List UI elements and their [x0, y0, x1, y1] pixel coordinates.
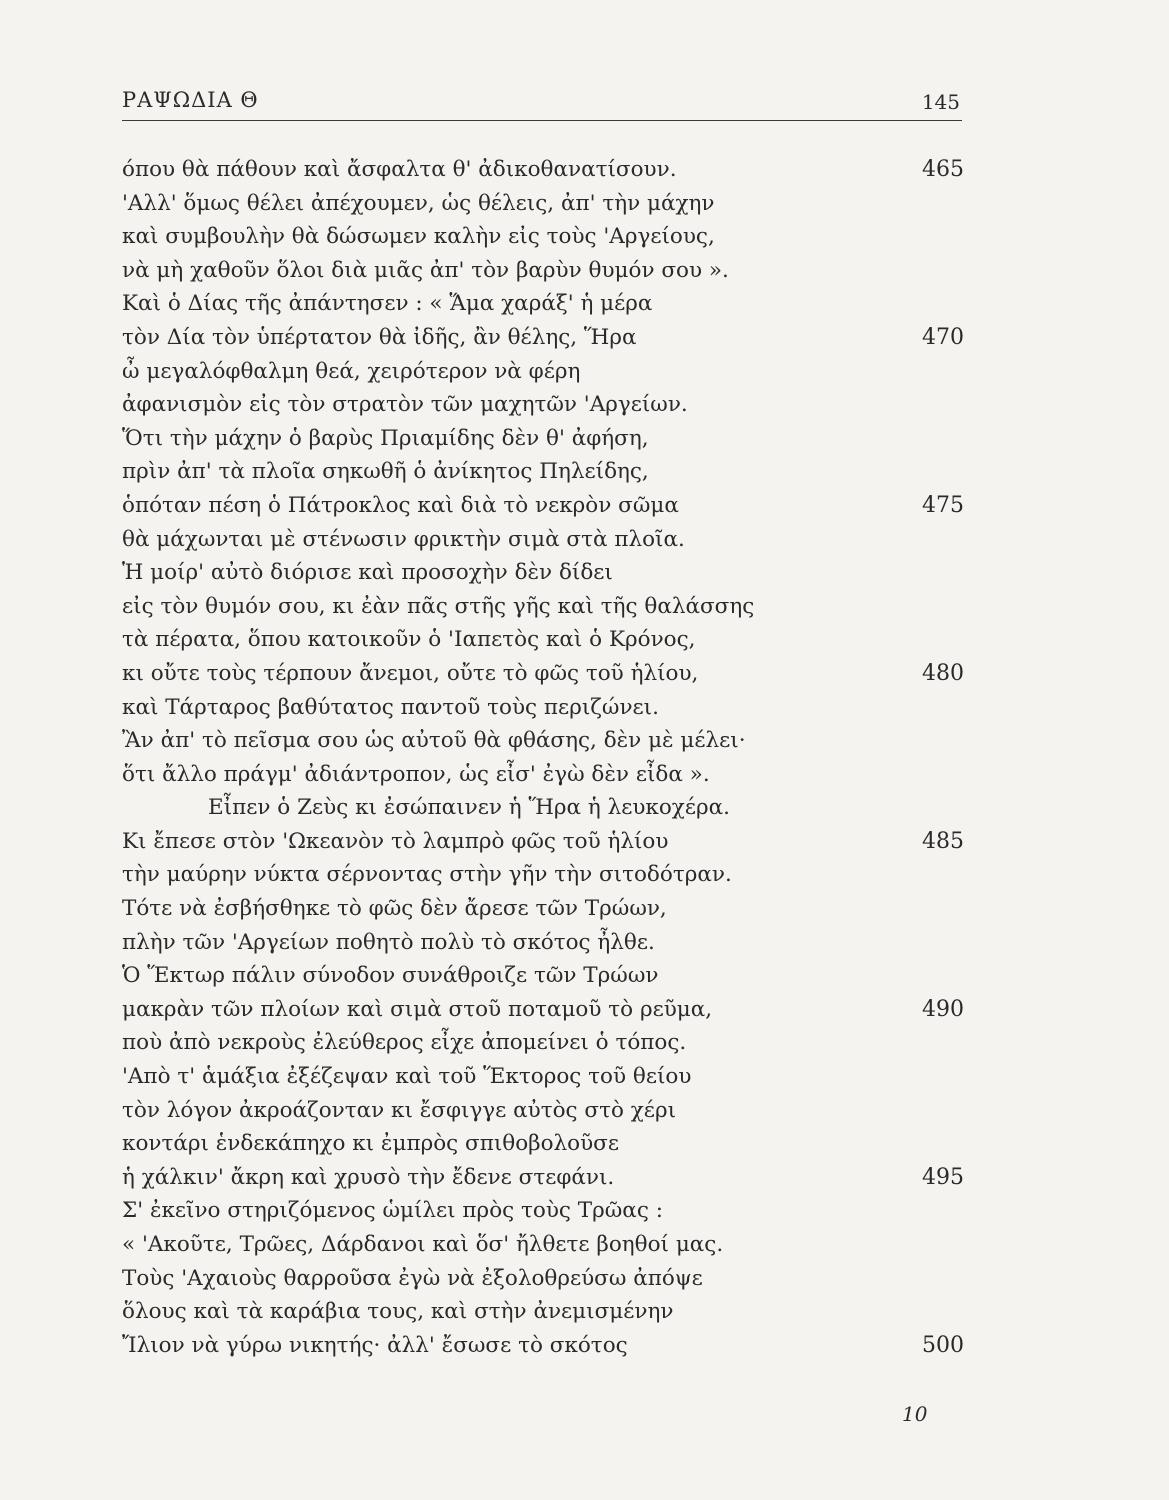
- verse-text: τὴν μαύρην νύκτα σέρνοντας στὴν γῆν τὴν σιτοδότραν.: [122, 862, 732, 888]
- verse-text: ποὺ ἀπὸ νεκροὺς ἐλεύθερος εἶχε ἀπομείνει ὁ τόπος.: [122, 1030, 687, 1056]
- running-header: [122, 80, 962, 120]
- verse-line: [122, 1329, 964, 1363]
- verse-text: Τότε νὰ ἐσβήσθηκε τὸ φῶς δὲν ἄρεσε τῶν Τρώων,: [122, 896, 667, 922]
- verse-line: [122, 858, 964, 892]
- verse-text: καὶ συμβουλὴν θὰ δώσωμεν καλὴν εἰς τοὺς 'Αργείους,: [122, 224, 715, 250]
- verse-text: « 'Ακοῦτε, Τρῶες, Δάρδανοι καὶ ὅσ' ἤλθετε βοηθοί μας.: [122, 1232, 724, 1257]
- verse-text: ὅτι ἄλλο πράγμ' ἀδιάντροπον, ὡς εἶσ' ἐγὼ δὲν εἶδα ».: [122, 761, 710, 787]
- header-rule: [122, 120, 962, 121]
- verse-line: [122, 623, 964, 657]
- verse-list: [122, 153, 964, 1362]
- verse-text: καὶ Τάρταρος βαθύτατος παντοῦ τοὺς περιζώνει.: [122, 694, 659, 720]
- line-number: 470: [922, 324, 964, 350]
- verse-line: [122, 187, 964, 221]
- verse-text: τὸν Δία τὸν ὑπέρτατον θὰ ἰδῆς, ἂν θέλης, Ἥρα: [122, 324, 637, 350]
- signature-mark: 10: [902, 1402, 928, 1426]
- line-number: 480: [922, 660, 964, 686]
- page-number: 145: [921, 90, 960, 114]
- verse-text: τὰ πέρατα, ὅπου κατοικοῦν ὁ 'Ιαπετὸς καὶ ὁ Κρόνος,: [122, 627, 696, 653]
- verse-text: Κι ἔπεσε στὸν 'Ωκεανὸν τὸ λαμπρὸ φῶς τοῦ ἡλίου: [122, 828, 669, 854]
- line-number: 495: [922, 1164, 964, 1190]
- verse-line: [122, 1060, 964, 1094]
- verse-text: μακρὰν τῶν πλοίων καὶ σιμὰ στοῦ ποταμοῦ τὸ ρεῦμα,: [122, 996, 713, 1022]
- verse-line: [122, 1094, 964, 1128]
- verse-line: [122, 724, 964, 758]
- verse-line: [122, 825, 964, 859]
- verse-line: [122, 657, 964, 691]
- verse-text: Σ' ἐκεῖνο στηριζόμενος ὡμίλει πρὸς τοὺς Τρῶας :: [122, 1198, 663, 1224]
- verse-text: όπου θὰ πάθουν καὶ ἄσφαλτα θ' ἀδικοθανατίσουν.: [122, 157, 677, 182]
- verse-text: κοντάρι ἑνδεκάπηχο κι ἐμπρὸς σπιθοβολοῦσε: [122, 1131, 619, 1157]
- verse-text: Εἶπεν ὁ Ζεὺς κι ἐσώπαινεν ἡ Ἥρα ἡ λευκοχέρα.: [208, 795, 730, 821]
- verse-text: ὁπόταν πέση ὁ Πάτροκλος καὶ διὰ τὸ νεκρὸν σῶμα: [122, 492, 679, 518]
- verse-text: εἰς τὸν θυμόν σου, κι ἐὰν πᾶς στῆς γῆς καὶ τῆς θαλάσσης: [122, 593, 755, 619]
- verse-line: [122, 892, 964, 926]
- verse-line: [122, 1295, 964, 1329]
- verse-text: ἡ χάλκιν' ἄκρη καὶ χρυσὸ τὴν ἔδενε στεφάνι.: [122, 1164, 615, 1190]
- line-number: 490: [922, 996, 964, 1022]
- verse-line: [122, 287, 964, 321]
- verse-line: [122, 489, 964, 523]
- verse-text: Ἂν ἀπ' τὸ πεῖσμα σου ὡς αὐτοῦ θὰ φθάσης, δὲν μὲ μέλει·: [122, 728, 746, 754]
- verse-text: τὸν λόγον ἀκροάζονταν κι ἔσφιγγε αὐτὸς στὸ χέρι: [122, 1097, 677, 1123]
- verse-text: Τοὺς 'Αχαιοὺς θαρροῦσα ἐγὼ νὰ ἐξολοθρεύσω ἀπόψε: [122, 1265, 703, 1291]
- verse-text: πρὶν ἀπ' τὰ πλοῖα σηκωθῆ ὁ ἀνίκητος Πηλείδης,: [122, 459, 649, 485]
- verse-line: [122, 691, 964, 725]
- verse-line: [122, 523, 964, 557]
- verse-line: [122, 926, 964, 960]
- verse-line: [122, 1228, 964, 1262]
- verse-text: Ὁ Ἕκτωρ πάλιν σύνοδον συνάθροιζε τῶν Τρώων: [122, 963, 659, 989]
- verse-line: [122, 959, 964, 993]
- verse-line: [122, 455, 964, 489]
- verse-text: Ὅτι τὴν μάχην ὁ βαρὺς Πριαμίδης δὲν θ' ἀφήση,: [122, 425, 649, 451]
- line-number: 475: [922, 492, 964, 518]
- verse-line: [122, 1262, 964, 1296]
- line-number: 500: [922, 1332, 964, 1358]
- line-number: 485: [922, 828, 964, 854]
- verse-line: [122, 1161, 964, 1195]
- verse-text: Καὶ ὁ Δίας τῆς ἀπάντησεν : « Ἅμα χαράξ' ἡ μέρα: [122, 291, 653, 317]
- verse-text: ὦ μεγαλόφθαλμη θεά, χειρότερον νὰ φέρη: [122, 358, 581, 384]
- verse-text: Ἴλιον νὰ γύρω νικητής· ἀλλ' ἔσωσε τὸ σκότος: [122, 1332, 628, 1358]
- verse-text: Ἡ μοίρ' αὐτὸ διόρισε καὶ προσοχὴν δὲν δίδει: [122, 560, 613, 586]
- verse-text: κι οὔτε τοὺς τέρπουν ἄνεμοι, οὔτε τὸ φῶς τοῦ ἡλίου,: [122, 660, 699, 686]
- verse-line: [122, 590, 964, 624]
- verse-line: [122, 321, 964, 355]
- verse-line: [122, 993, 964, 1027]
- verse-text: ὅλους καὶ τὰ καράβια τους, καὶ στὴν ἀνεμισμένην: [122, 1299, 674, 1325]
- line-number: 465: [922, 157, 964, 182]
- verse-line: [122, 1026, 964, 1060]
- verse-line: [122, 422, 964, 456]
- verse-text: νὰ μὴ χαθοῦν ὅλοι διὰ μιᾶς ἀπ' τὸν βαρὺν θυμόν σου ».: [122, 257, 729, 283]
- verse-line: [122, 388, 964, 422]
- verse-text: 'Απὸ τ' ἁμάξια ἐξέζεψαν καὶ τοῦ Ἕκτορος τοῦ θείου: [122, 1064, 692, 1090]
- verse-line: [122, 220, 964, 254]
- verse-line: [122, 758, 964, 792]
- verse-text: ἀφανισμὸν εἰς τὸν στρατὸν τῶν μαχητῶν 'Αργείων.: [122, 392, 688, 418]
- verse-line: [122, 791, 964, 825]
- verse-line: [122, 355, 964, 389]
- verse-line: [122, 1194, 964, 1228]
- verse-text: πλὴν τῶν 'Αργείων ποθητὸ πολὺ τὸ σκότος ἦλθε.: [122, 929, 655, 955]
- chapter-title: ΡΑΨΩΔΙΑ Θ: [122, 88, 259, 112]
- verse-line: [122, 556, 964, 590]
- verse-text: θὰ μάχωνται μὲ στένωσιν φρικτὴν σιμὰ στὰ πλοῖα.: [122, 526, 685, 552]
- verse-line: [122, 254, 964, 288]
- verse-line: [122, 153, 964, 187]
- verse-text: 'Αλλ' ὅμως θέλει ἀπέχουμεν, ὡς θέλεις, ἀπ' τὴν μάχην: [122, 190, 715, 216]
- verse-line: [122, 1127, 964, 1161]
